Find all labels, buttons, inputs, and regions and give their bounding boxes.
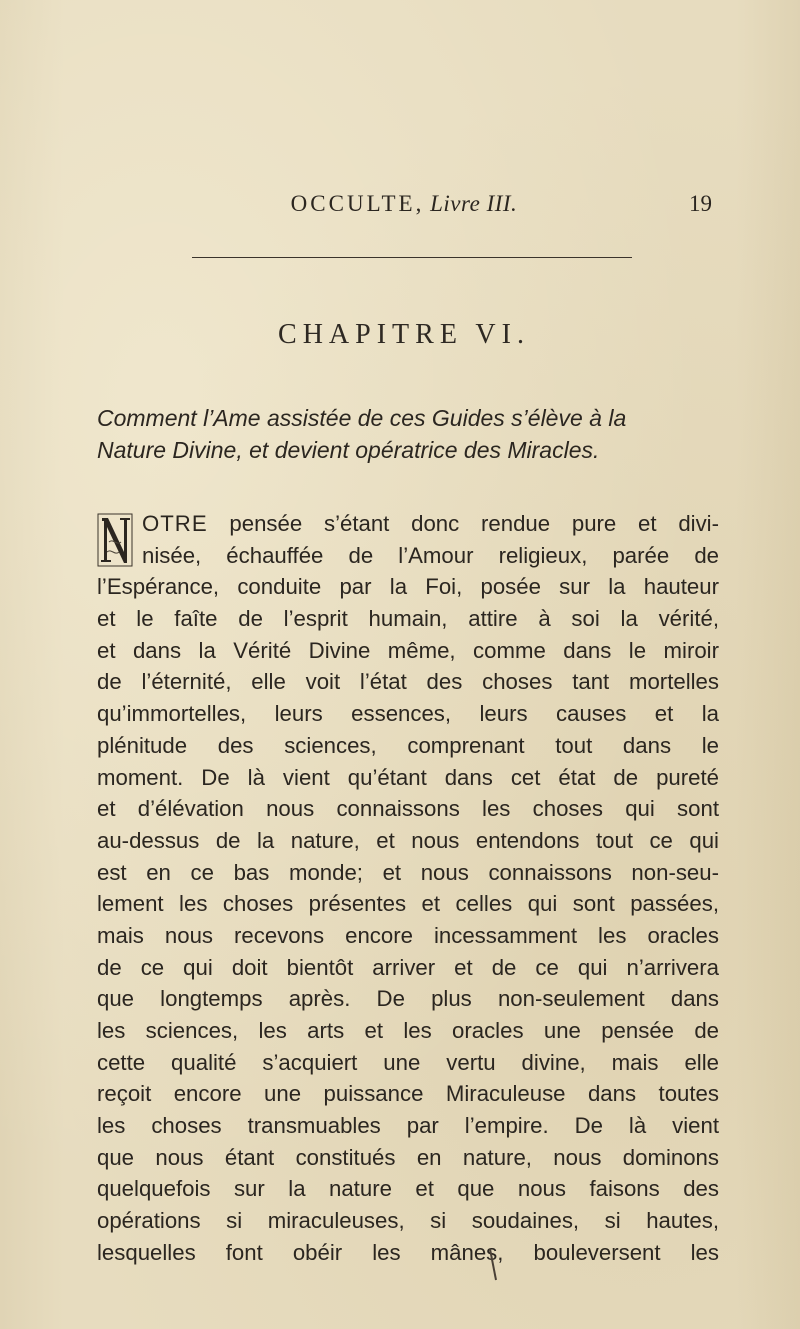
text-line: plénitude des sciences, comprenant tout dans le	[97, 732, 719, 758]
text-line: lesquelles font obéir les mânes, bouleversent les	[97, 1239, 719, 1265]
subtitle-line: Comment l’Ame assistée de ces Guides s’élève à la	[97, 405, 627, 431]
text-line: mais nous recevons encore incessamment les oracles	[97, 922, 719, 948]
lead-word: OTRE	[142, 511, 208, 536]
chapter-heading: CHAPITRE VI.	[278, 319, 530, 350]
text-line: de ce qui doit bientôt arriver et de ce qui n’arrivera	[97, 954, 719, 980]
text-line: de l’éternité, elle voit l’état des choses tant mortelles	[97, 669, 719, 695]
text-line: opérations si miraculeuses, si soudaines, si hautes,	[97, 1208, 719, 1234]
text-line: est en ce bas monde; et nous connaissons non-seu-	[97, 859, 719, 885]
subtitle-line: Nature Divine, et devient opératrice des Miracles.	[97, 437, 600, 463]
text-line: quelquefois sur la nature et que nous faisons des	[97, 1176, 719, 1202]
text-line: et dans la Vérité Divine même, comme dans le miroir	[97, 637, 719, 663]
text-line: et le faîte de l’esprit humain, attire à soi la vérité,	[97, 606, 719, 632]
header-rule	[192, 257, 632, 258]
running-title: OCCULTE,	[290, 191, 425, 216]
text-line: que nous étant constitués en nature, nous dominons	[97, 1144, 719, 1170]
chapter-subtitle	[97, 402, 717, 466]
page-number: 19	[689, 191, 712, 216]
text-line: qu’immortelles, leurs essences, leurs causes et la	[97, 701, 719, 727]
text-line: et d’élévation nous connaissons les choses qui sont	[97, 796, 719, 822]
ink-mark-icon	[488, 1248, 498, 1282]
text-line: moment. De là vient qu’étant dans cet état de pureté	[97, 764, 719, 790]
text-line: au-dessus de la nature, et nous entendons tout ce qui	[97, 827, 719, 853]
text-line: les sciences, les arts et les oracles une pensée de	[97, 1018, 719, 1043]
line-text: pensée s’étant donc rendue pure et divi-	[207, 511, 719, 536]
text-line: l’Espérance, conduite par la Foi, posée sur la hauteur	[97, 574, 719, 600]
book-number: Livre III.	[430, 191, 518, 216]
running-title-line	[96, 190, 712, 218]
text-line: cette qualité s’acquiert une vertu divine, mais elle	[97, 1049, 719, 1075]
text-line: nisée, échauffée de l’Amour religieux, parée de	[142, 542, 719, 568]
text-line	[97, 508, 719, 540]
body-text	[97, 508, 719, 1269]
text-line: lement les choses présentes et celles qui sont passées,	[97, 891, 719, 917]
text-line: reçoit encore une puissance Miraculeuse dans toutes	[97, 1081, 719, 1107]
text-line: les choses transmuables par l’empire. De là vient	[97, 1113, 719, 1139]
text-line: que longtemps après. De plus non-seulement dans	[97, 986, 719, 1012]
running-header	[96, 190, 712, 230]
